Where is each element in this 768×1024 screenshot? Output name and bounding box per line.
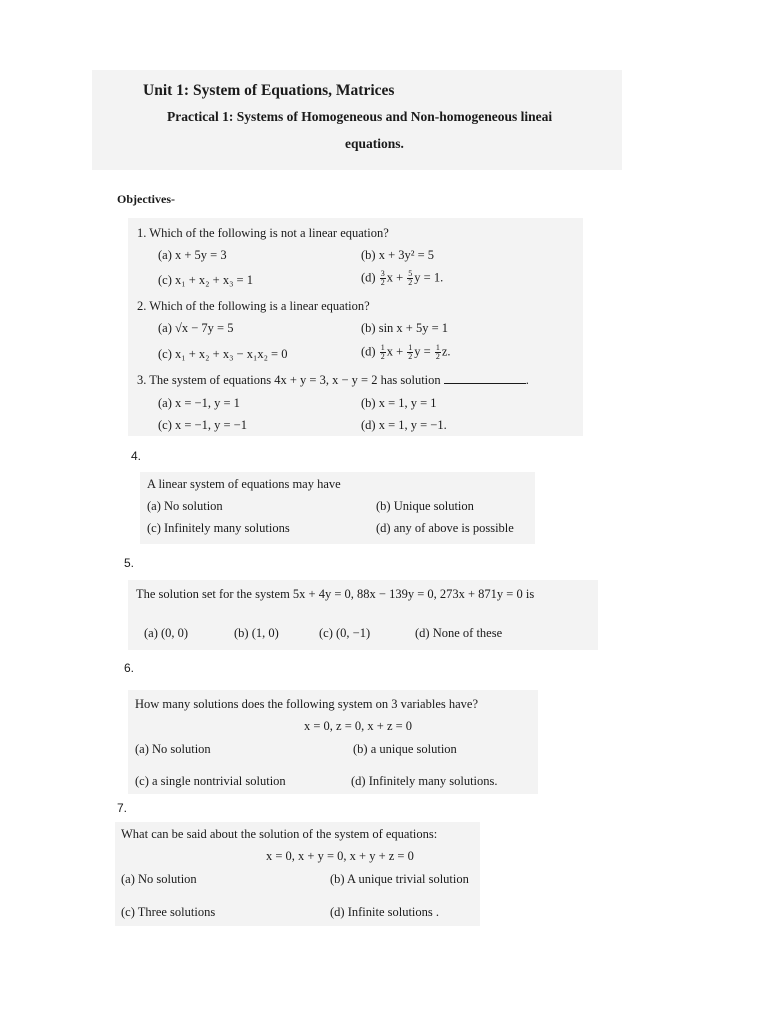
q4-option-d: (d) any of above is possible bbox=[376, 521, 514, 535]
fraction: $\frac{1}{2}$ bbox=[408, 343, 413, 361]
q7-system: x = 0, x + y = 0, x + y + z = 0 bbox=[266, 849, 414, 863]
fraction: $\frac{1}{2}$ bbox=[435, 343, 440, 361]
q1-option-b: (b) x + 3y² = 5 bbox=[361, 248, 435, 262]
q5-option-a: (a) (0, 0) bbox=[144, 626, 189, 640]
fraction: $\frac{1}{2}$ bbox=[380, 343, 385, 361]
q2-option-a: (a) √x − 7y = 5 bbox=[158, 321, 234, 335]
q5-stem: The solution set for the system 5x + 4y = 0, 88x − 139y = 0, 273x + 871y = 0 is bbox=[136, 587, 535, 601]
q5-option-c: (c) (0, −1) bbox=[319, 626, 371, 640]
q2-option-c: (c) x₁ + x₂ + x₃ − x₁x₂ = 0 bbox=[158, 347, 288, 361]
q5-option-b: (b) (1, 0) bbox=[234, 626, 279, 640]
practical-title-line1: Practical 1: Systems of Homogeneous and Non-homogeneous lineai bbox=[167, 109, 553, 124]
practical-title-line2: equations. bbox=[345, 136, 404, 151]
q7-option-d: (d) Infinite solutions . bbox=[330, 905, 440, 919]
q4-number: 4. bbox=[131, 449, 142, 463]
fraction: $\frac{5}{2}$ bbox=[408, 269, 413, 287]
answer-blank bbox=[444, 373, 526, 384]
q4-option-a: (a) No solution bbox=[147, 499, 223, 513]
q3-option-b: (b) x = 1, y = 1 bbox=[361, 396, 437, 410]
q6-system: x = 0, z = 0, x + z = 0 bbox=[304, 719, 413, 733]
q6-number: 6. bbox=[124, 661, 135, 675]
q1-stem: 1. Which of the following is not a linear equation? bbox=[137, 226, 389, 240]
q7-option-b: (b) A unique trivial solution bbox=[330, 872, 469, 886]
q4-option-c: (c) Infinitely many solutions bbox=[147, 521, 290, 535]
q4-option-b: (b) Unique solution bbox=[376, 499, 474, 513]
q6-option-d: (d) Infinitely many solutions. bbox=[351, 774, 498, 788]
objectives-label: Objectives- bbox=[117, 192, 175, 206]
q3-option-a: (a) x = −1, y = 1 bbox=[158, 396, 240, 410]
q7-number: 7. bbox=[117, 801, 128, 815]
q7-stem: What can be said about the solution of the system of equations: bbox=[121, 827, 438, 841]
q7-option-a: (a) No solution bbox=[121, 872, 197, 886]
q1-option-d: (d) $\frac{3}{2}$ x + $\frac{5}{2}$ y = 1. bbox=[361, 269, 444, 287]
q1-option-c: (c) x₁ + x₂ + x₃ = 1 bbox=[158, 273, 253, 287]
q3-option-c: (c) x = −1, y = −1 bbox=[158, 418, 247, 432]
q3-option-d: (d) x = 1, y = −1. bbox=[361, 418, 447, 432]
q7-option-c: (c) Three solutions bbox=[121, 905, 216, 919]
q1-option-a: (a) x + 5y = 3 bbox=[158, 248, 227, 262]
q2-option-d: (d) $\frac{1}{2}$ x + $\frac{1}{2}$ y = $\frac{1}{2}$ z. bbox=[361, 343, 451, 361]
fraction: $\frac{3}{2}$ bbox=[380, 269, 385, 287]
q6-option-c: (c) a single nontrivial solution bbox=[135, 774, 286, 788]
q6-option-a: (a) No solution bbox=[135, 742, 211, 756]
q5-number: 5. bbox=[124, 556, 135, 570]
q4-stem: A linear system of equations may have bbox=[147, 477, 341, 491]
unit-title: Unit 1: System of Equations, Matrices bbox=[143, 82, 395, 99]
q6-option-b: (b) a unique solution bbox=[353, 742, 457, 756]
q2-stem: 2. Which of the following is a linear equation? bbox=[137, 299, 370, 313]
q3-stem: 3. The system of equations 4x + y = 3, x − y = 2 has solution . bbox=[137, 373, 529, 387]
q5-option-d: (d) None of these bbox=[415, 626, 503, 640]
q2-option-b: (b) sin x + 5y = 1 bbox=[361, 321, 449, 335]
q6-stem: How many solutions does the following system on 3 variables have? bbox=[135, 697, 478, 711]
